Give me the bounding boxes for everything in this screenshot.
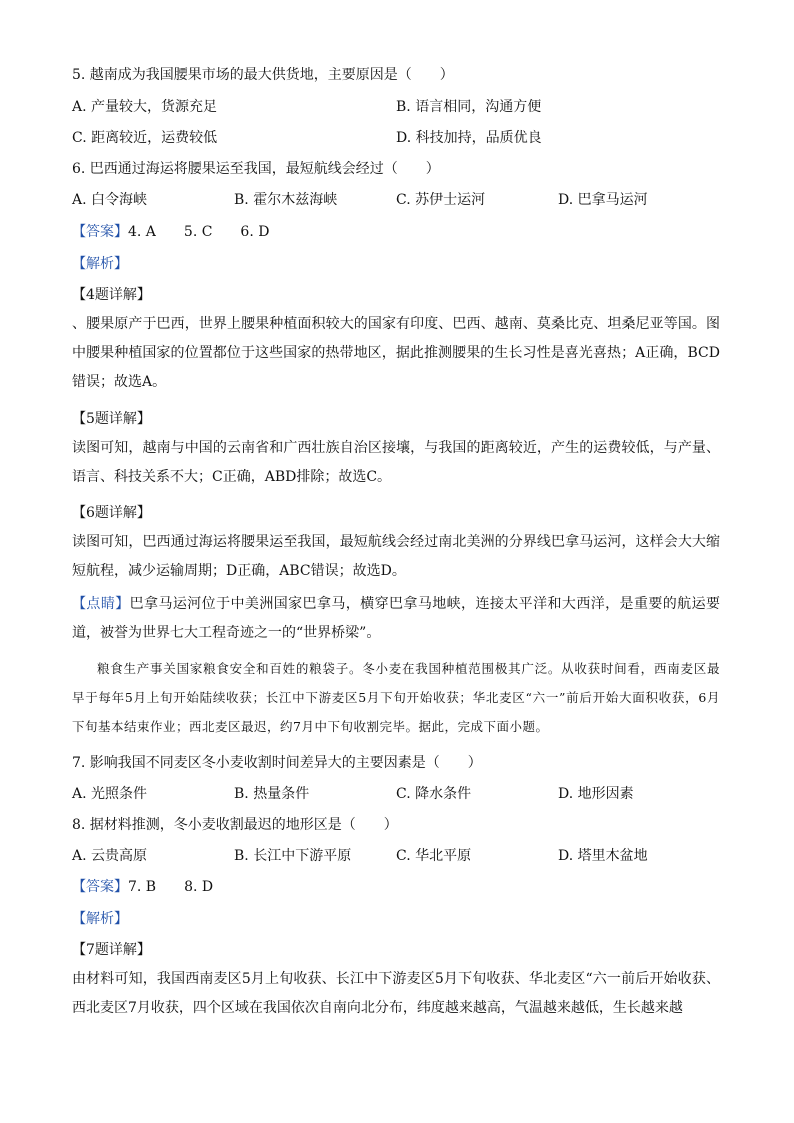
detail-6-title: 【6题详解】	[72, 505, 151, 521]
detail-7-title: 【7题详解】	[72, 942, 151, 958]
detail-5-title: 【5题详解】	[72, 411, 151, 427]
question-6-stem: 6. 巴西通过海运将腰果运至我国，最短航线会经过（ ）	[72, 161, 440, 177]
analysis-label-2: 【解析】	[72, 911, 128, 927]
question-8-option-c: C. 华北平原	[396, 848, 472, 864]
question-8-option-a: A. 云贵高原	[72, 848, 148, 864]
question-5-stem: 5. 越南成为我国腰果市场的最大供货地，主要原因是（ ）	[72, 67, 454, 83]
detail-5-text: 读图可知，越南与中国的云南省和广西壮族自治区接壤，与我国的距离较近，产生的运费较低，与产量、语言、科技关系不大；C正确，ABD排除；故选C。	[72, 440, 720, 485]
detail-4-text: 、腰果原产于巴西，世界上腰果种植面积较大的国家有印度、巴西、越南、莫桑比克、坦桑尼亚等国。图中腰果种植国家的位置都位于这些国家的热带地区，据此推测腰果的生长习性是喜光喜热；A正确，BCD错误；故选A。	[72, 316, 720, 390]
question-6-option-b: B. 霍尔木兹海峡	[234, 192, 338, 208]
answer-line-1	[72, 222, 269, 242]
detail-7-text: 由材料可知，我国西南麦区5月上旬收获、长江中下游麦区5月下旬收获、华北麦区“六一前后开始收获、西北麦区7月收获，四个区域在我国依次自南向北分布，纬度越来越高，气温越来越低，生长越来越	[72, 971, 720, 1016]
question-5-option-b: B. 语言相同，沟通方便	[396, 99, 542, 115]
question-5-option-a: A. 产量较大，货源充足	[72, 99, 218, 115]
tip-paragraph	[72, 590, 720, 648]
answer-tag: 【答案】	[72, 224, 128, 240]
answer-text: 7. B 8. D	[128, 879, 214, 895]
question-7-stem: 7. 影响我国不同麦区冬小麦收割时间差异大的主要因素是（ ）	[72, 755, 482, 771]
question-8-stem: 8. 据材料推测，冬小麦收割最迟的地形区是（ ）	[72, 817, 398, 833]
question-8-option-d: D. 塔里木盆地	[558, 848, 648, 864]
analysis-label-1: 【解析】	[72, 256, 128, 272]
question-6-option-d: D. 巴拿马运河	[558, 192, 648, 208]
question-6-option-c: C. 苏伊士运河	[396, 192, 486, 208]
question-7-option-c: C. 降水条件	[396, 786, 472, 802]
answer-tag: 【答案】	[72, 879, 128, 895]
answer-text: 4. A 5. C 6. D	[128, 224, 270, 240]
tip-text: 巴拿马运河位于中美洲国家巴拿马，横穿巴拿马地峡，连接太平洋和大西洋，是重要的航运要道，被誉为世界七大工程奇迹之一的“世界桥梁”。	[72, 596, 721, 641]
question-7-option-a: A. 光照条件	[72, 786, 148, 802]
question-7-option-d: D. 地形因素	[558, 786, 634, 802]
detail-4-title: 【4题详解】	[72, 287, 151, 303]
question-5-option-d: D. 科技加持，品质优良	[396, 130, 542, 146]
answer-line-2	[72, 877, 213, 897]
question-5-option-c: C. 距离较近，运费较低	[72, 130, 218, 146]
question-8-option-b: B. 长江中下游平原	[234, 848, 352, 864]
detail-6-text: 读图可知，巴西通过海运将腰果运至我国，最短航线会经过南北美洲的分界线巴拿马运河，这样会大大缩短航程，减少运输周期；D正确，ABC错误；故选D。	[72, 534, 720, 579]
question-7-option-b: B. 热量条件	[234, 786, 310, 802]
question-6-option-a: A. 白令海峡	[72, 192, 148, 208]
material-text: 粮食生产事关国家粮食安全和百姓的粮袋子。冬小麦在我国种植范围极其广泛。从收获时间看，西南麦区最早于每年5月上旬开始陆续收获；长江中下游麦区5月下旬开始收获；华北麦区“六一”前后开始大面积收获，6月下旬基本结束作业；西北麦区最迟，约7月中下旬收割完毕。据此，完成下面小题。	[72, 661, 720, 734]
tip-tag: 【点睛】	[72, 596, 130, 612]
